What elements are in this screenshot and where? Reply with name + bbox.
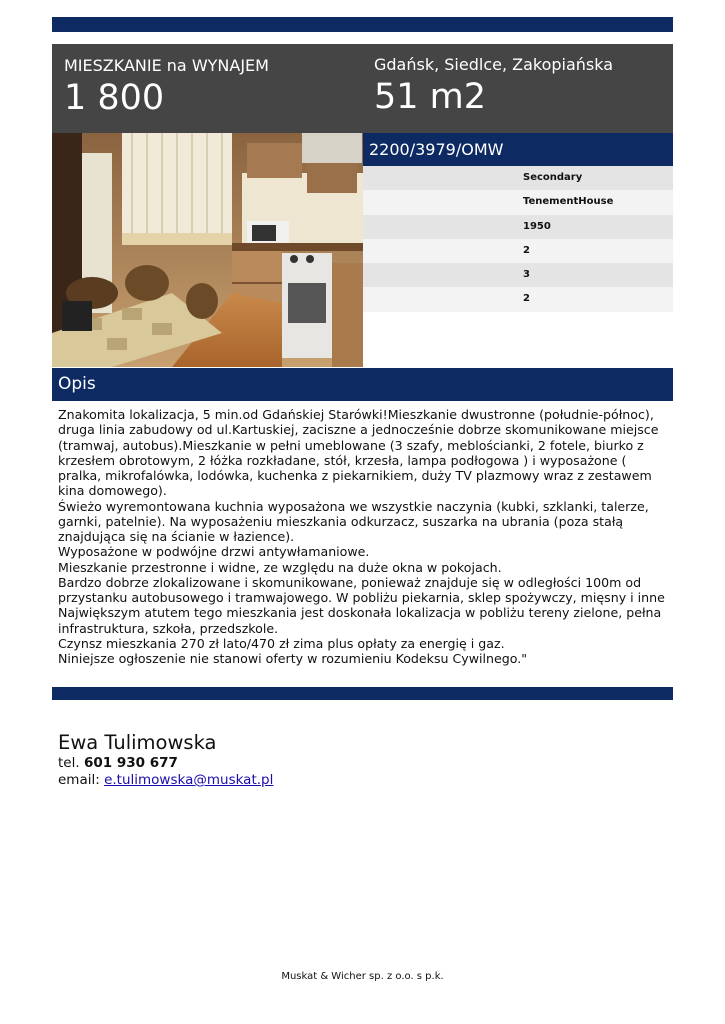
- price: 1 800: [64, 78, 165, 118]
- description-text: [58, 407, 670, 666]
- description-paragraph: Świeżo wyremontowana kuchnia wyposażona we wszystkie naczynia (kubki, szklanki, talerze, garnki, patelnie). Na wyposażeniu mieszkania odkurzacz, suszarka na ubrania (poza stałą znajdująca się na ścianie w łazience).: [58, 498, 649, 544]
- description-paragraph: Wyposażone w podwójne drzwi antywłamaniowe.: [58, 544, 370, 560]
- kitchen-photo: [52, 133, 363, 367]
- area: 51 m2: [374, 77, 487, 117]
- kitchen-photo-icon: [52, 133, 363, 367]
- description-paragraph: Czynsz mieszkania 270 zł lato/470 zł zima plus opłaty za energię i gaz.: [58, 635, 505, 651]
- detail-floor: 3: [363, 263, 673, 287]
- phone-label: tel.: [58, 755, 80, 771]
- listing-header: [52, 44, 673, 133]
- detail-market: Secondary: [363, 166, 673, 190]
- offer-type: MIESZKANIE na WYNAJEM: [64, 56, 269, 75]
- header-left: [64, 56, 269, 119]
- detail-rooms: 2: [363, 239, 673, 263]
- details-table: [363, 166, 673, 312]
- description-paragraph: Bardzo dobrze zlokalizowane i skomunikowane, ponieważ znajduje się w odległości 100m od przystanku autobusowego i tramwajowego. W pobliżu piekarnia, sklep spożywczy, mięsny i inne Największym atutem tego mieszkania jest doskonała lokalizacja w pobliżu tereny zielone, pełna infrastruktura, szkoła, przedszkole.: [58, 574, 665, 636]
- location: Gdańsk, Siedlce, Zakopiańska: [374, 55, 614, 74]
- reference-number: 2200/3979/OMW: [363, 133, 673, 166]
- footer-company: Muskat & Wicher sp. z o.o. s p.k.: [281, 971, 444, 982]
- description-paragraph: Mieszkanie przestronne i widne, ze względu na duże okna w pokojach.: [58, 559, 502, 575]
- top-accent-bar: [52, 17, 673, 32]
- email-label: email:: [58, 772, 100, 788]
- mid-accent-bar: [52, 687, 673, 700]
- header-right: [374, 55, 613, 118]
- description-paragraph: Niniejsze ogłoszenie nie stanowi oferty w rozumieniu Kodeksu Cywilnego.": [58, 651, 528, 666]
- agent-contact: [58, 731, 273, 789]
- description-paragraph: Znakomita lokalizacja, 5 min.od Gdańskiej Starówki!Mieszkanie dwustronne (południe-północ), druga linia zabudowy od ul.Kartuskiej, zaciszne a jednocześnie dobrze skomunikowane miejsce (tramwaj, autobus).Mieszkanie w pełni umeblowane (3 szafy, meblościanki, 2 fotele, biurko z krzesłem obrotowym, 2 łóżka rozkładane, stół, krzesła, lampa podłogowa ) i wyposażone ( pralka, mikrofalówka, lodówka, kuchenka z piekarnikiem, duży TV plazmowy wraz z zestawem kina domowego).: [58, 407, 659, 499]
- agent-phone-line: [58, 755, 273, 772]
- detail-building-type: TenementHouse: [363, 190, 673, 214]
- agent-email-link[interactable]: e.tulimowska@muskat.pl: [104, 772, 274, 788]
- agent-name: Ewa Tulimowska: [58, 731, 217, 754]
- detail-floors-total: 2: [363, 287, 673, 311]
- agent-email-line: [58, 772, 273, 789]
- description-heading: Opis: [52, 368, 673, 401]
- detail-year-built: 1950: [363, 215, 673, 239]
- agent-phone[interactable]: 601 930 677: [83, 755, 178, 771]
